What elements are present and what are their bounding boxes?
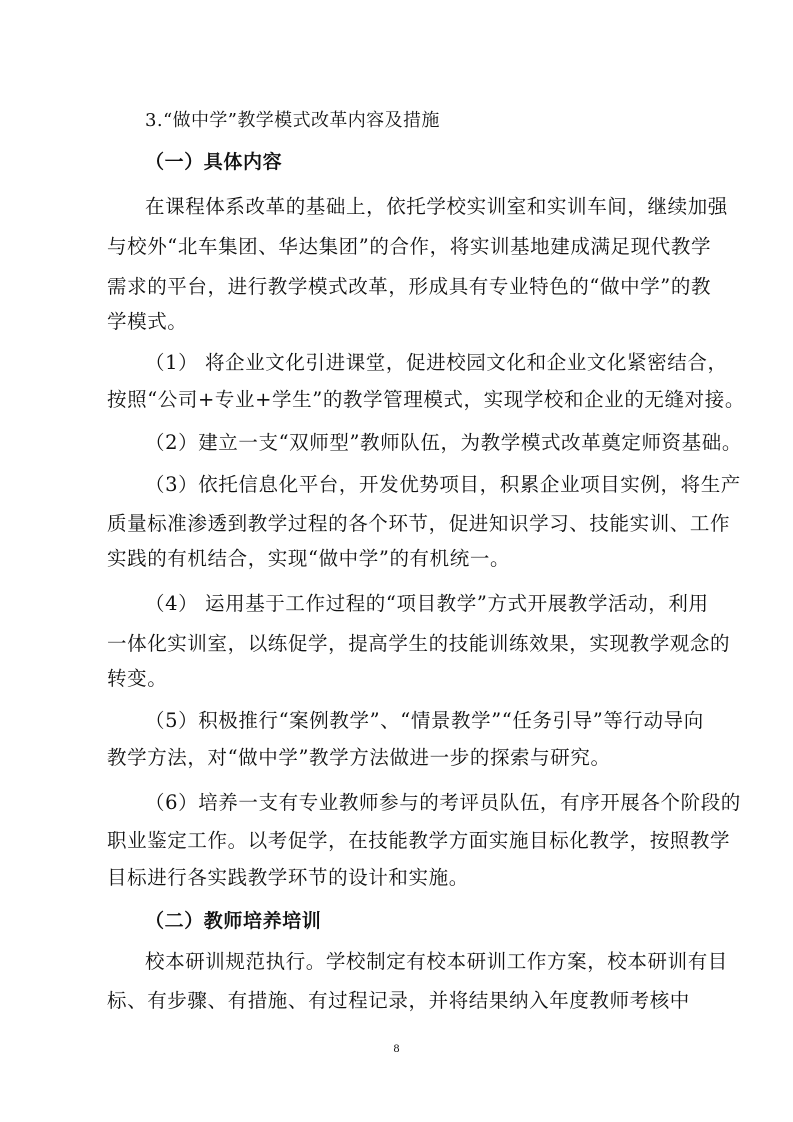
paragraph-line: 目标进行各实践教学环节的设计和实施。	[107, 866, 469, 889]
section-title: 3.“做中学”教学模式改革内容及措施	[145, 110, 440, 131]
paragraph-line: 在课程体系改革的基础上，依托学校实训室和实训车间，继续加强	[145, 195, 728, 218]
paragraph-line: 实践的有机结合，实现“做中学”的有机统一。	[107, 547, 511, 570]
paragraph-line: 教学方法，对“做中学”教学方法做进一步的探索与研究。	[107, 746, 611, 769]
paragraph-line: （2）建立一支“双师型”教师队伍，为教学模式改革奠定师资基础。	[145, 431, 742, 454]
paragraph-line: （1） 将企业文化引进课堂，促进校园文化和企业文化紧密结合，	[145, 351, 728, 374]
subsection-heading-training: （二）教师培养培训	[145, 910, 322, 932]
paragraph-line: 与校外“北车集团、华达集团”的合作，将实训基地建成满足现代教学	[107, 235, 712, 258]
paragraph-line: 需求的平台，进行教学模式改革，形成具有专业特色的“做中学”的教	[107, 275, 712, 298]
paragraph-line: 按照“公司+专业+学生”的教学管理模式，实现学校和企业的无缝对接。	[107, 388, 745, 411]
paragraph-line: （3）依托信息化平台，开发优势项目，积累企业项目实例，将生产	[145, 473, 741, 496]
paragraph-line: （4） 运用基于工作过程的“项目教学”方式开展教学活动，利用	[145, 592, 709, 615]
paragraph-line: 学模式。	[107, 310, 188, 333]
subsection-heading-content: （一）具体内容	[145, 151, 283, 173]
paragraph-line: 转变。	[107, 667, 168, 690]
paragraph-line: 一体化实训室，以练促学，提高学生的技能训练效果，实现教学观念的	[107, 632, 731, 655]
paragraph-line: （5）积极推行“案例教学”、“情景教学”“任务引导”等行动导向	[145, 709, 704, 732]
paragraph-line: （6）培养一支有专业教师参与的考评员队伍，有序开展各个阶段的	[145, 791, 741, 814]
paragraph-line: 职业鉴定工作。以考促学，在技能教学方面实施目标化教学，按照教学	[107, 829, 731, 852]
paragraph-line: 校本研训规范执行。学校制定有校本研训工作方案，校本研训有目	[145, 950, 728, 973]
paragraph-line: 质量标准渗透到教学过程的各个环节，促进知识学习、技能实训、工作	[107, 512, 731, 535]
paragraph-line: 标、有步骤、有措施、有过程记录，并将结果纳入年度教师考核中	[107, 989, 690, 1012]
page-number: 8	[393, 1041, 400, 1055]
